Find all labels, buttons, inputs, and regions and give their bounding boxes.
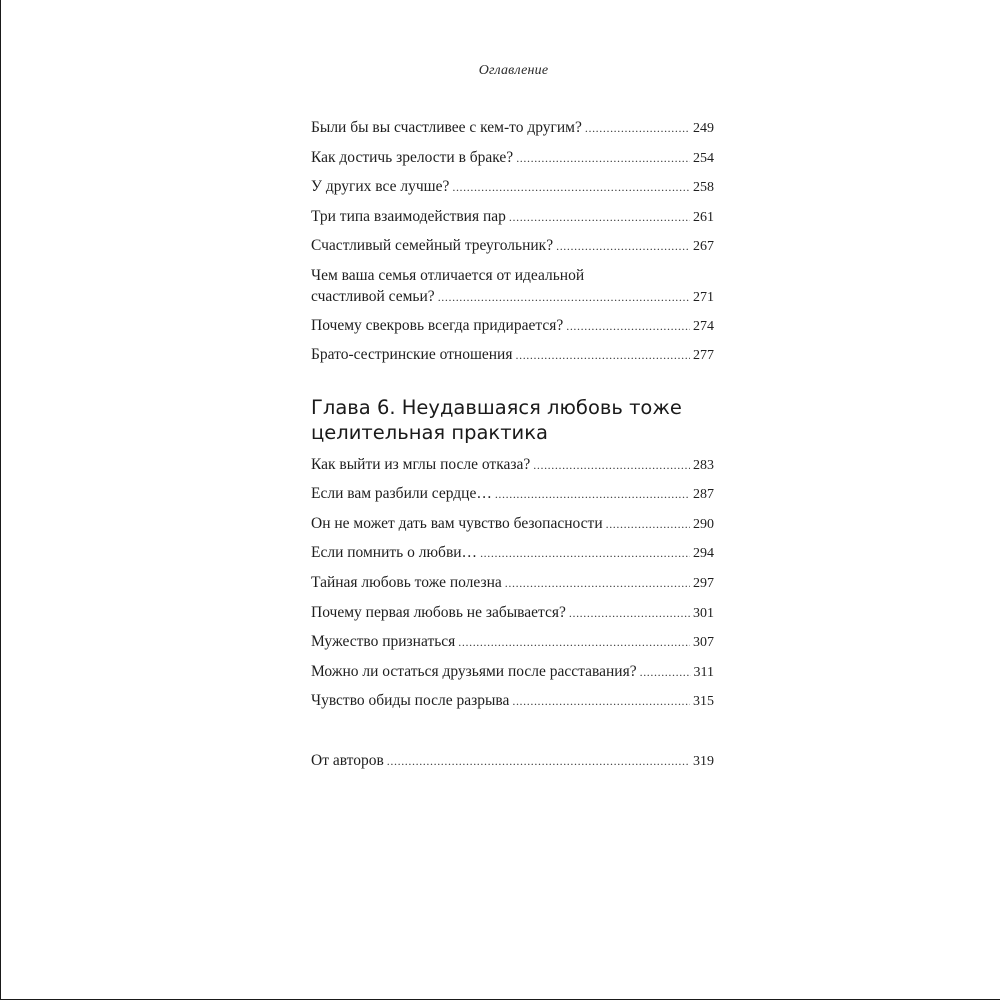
leader-dots [566,316,690,337]
toc-entry-page: 277 [693,348,714,363]
toc-entry-page: 307 [693,635,714,650]
toc-entry-title: Можно ли остаться друзьями после расставания? [311,663,637,680]
toc-entry [311,454,714,476]
toc-entry-page: 315 [693,694,714,709]
toc-entry-title: Брато-сестринские отношения [311,346,513,363]
leader-dots [585,118,690,139]
toc-entry-page: 258 [693,180,714,195]
toc-entry-title: Как выйти из мглы после отказа? [311,456,531,473]
toc-entry-title: Как достичь зрелости в браке? [311,149,514,166]
running-head: Оглавление [478,63,549,78]
toc-entry-title: Если помнить о любви… [311,544,478,561]
toc-entry-page: 301 [693,606,714,621]
toc-entry-title: Мужество признаться [311,633,456,650]
toc-entry [311,315,714,337]
toc-entry-title: Почему первая любовь не забывается? [311,604,566,621]
toc-entry-page: 283 [693,458,714,473]
leader-dots [569,603,690,624]
chapter-heading: Глава 6. Неудавшаяся любовь тоже целительная практика [311,396,682,444]
toc-entry [311,206,714,228]
leader-dots [509,207,690,228]
toc-entry-title: Счастливый семейный треугольник? [311,237,554,254]
toc-entry [311,513,714,535]
toc-entry-title: У других все лучше? [311,178,450,195]
toc-entry-title: счастливой семьи? [311,288,435,305]
toc-entry [311,631,714,653]
toc-entry [311,176,714,198]
toc-entry-page: 319 [693,754,714,769]
toc-entry [311,344,714,366]
leader-dots [438,287,690,308]
toc-entry-page: 311 [693,665,714,680]
toc-entry [311,602,714,624]
toc-entry-page: 267 [693,239,714,254]
toc-entry-page: 297 [693,576,714,591]
toc-entry [311,690,714,712]
toc-entry-page: 290 [693,517,714,532]
toc-entry [311,483,714,505]
leader-dots [452,177,690,198]
toc-entry-page: 294 [693,546,714,561]
leader-dots [516,148,690,169]
leader-dots [387,751,690,772]
toc-entry [311,265,714,308]
toc-entry-page: 254 [693,151,714,166]
toc-entry [311,661,714,683]
toc-entry-title: Тайная любовь тоже полезна [311,574,502,591]
toc-entry-page: 261 [693,210,714,225]
leader-dots [512,691,690,712]
toc-entry-title: Три типа взаимодействия пар [311,208,506,225]
toc-entry-afterword [311,750,714,772]
leader-dots [556,236,690,257]
leader-dots [480,543,690,564]
toc-entry [311,572,714,594]
leader-dots [606,514,690,535]
toc-entry-title: Почему свекровь всегда придирается? [311,317,564,334]
toc-entry [311,542,714,564]
toc-entry-title: Были бы вы счастливее с кем-то другим? [311,119,582,136]
toc-entry-title: Если вам разбили сердце… [311,485,492,502]
toc-entry-page: 274 [693,319,714,334]
toc-entry-title-line1: Чем ваша семья отличается от идеальной [311,267,585,284]
toc-entry-title: Чувство обиды после разрыва [311,692,510,709]
toc-entry [311,147,714,169]
leader-dots [505,573,690,594]
leader-dots [516,345,691,366]
leader-dots [640,662,691,683]
toc-entry [311,235,714,257]
leader-dots [533,455,690,476]
toc-entry-page: 249 [693,121,714,136]
toc-entry-title: Он не может дать вам чувство безопасности [311,515,603,532]
leader-dots [495,484,690,505]
toc-entry-title: От авторов [311,752,384,769]
toc-entry-page: 271 [693,290,714,305]
toc-entry-page: 287 [693,487,714,502]
toc-entry [311,117,714,139]
leader-dots [458,632,690,653]
